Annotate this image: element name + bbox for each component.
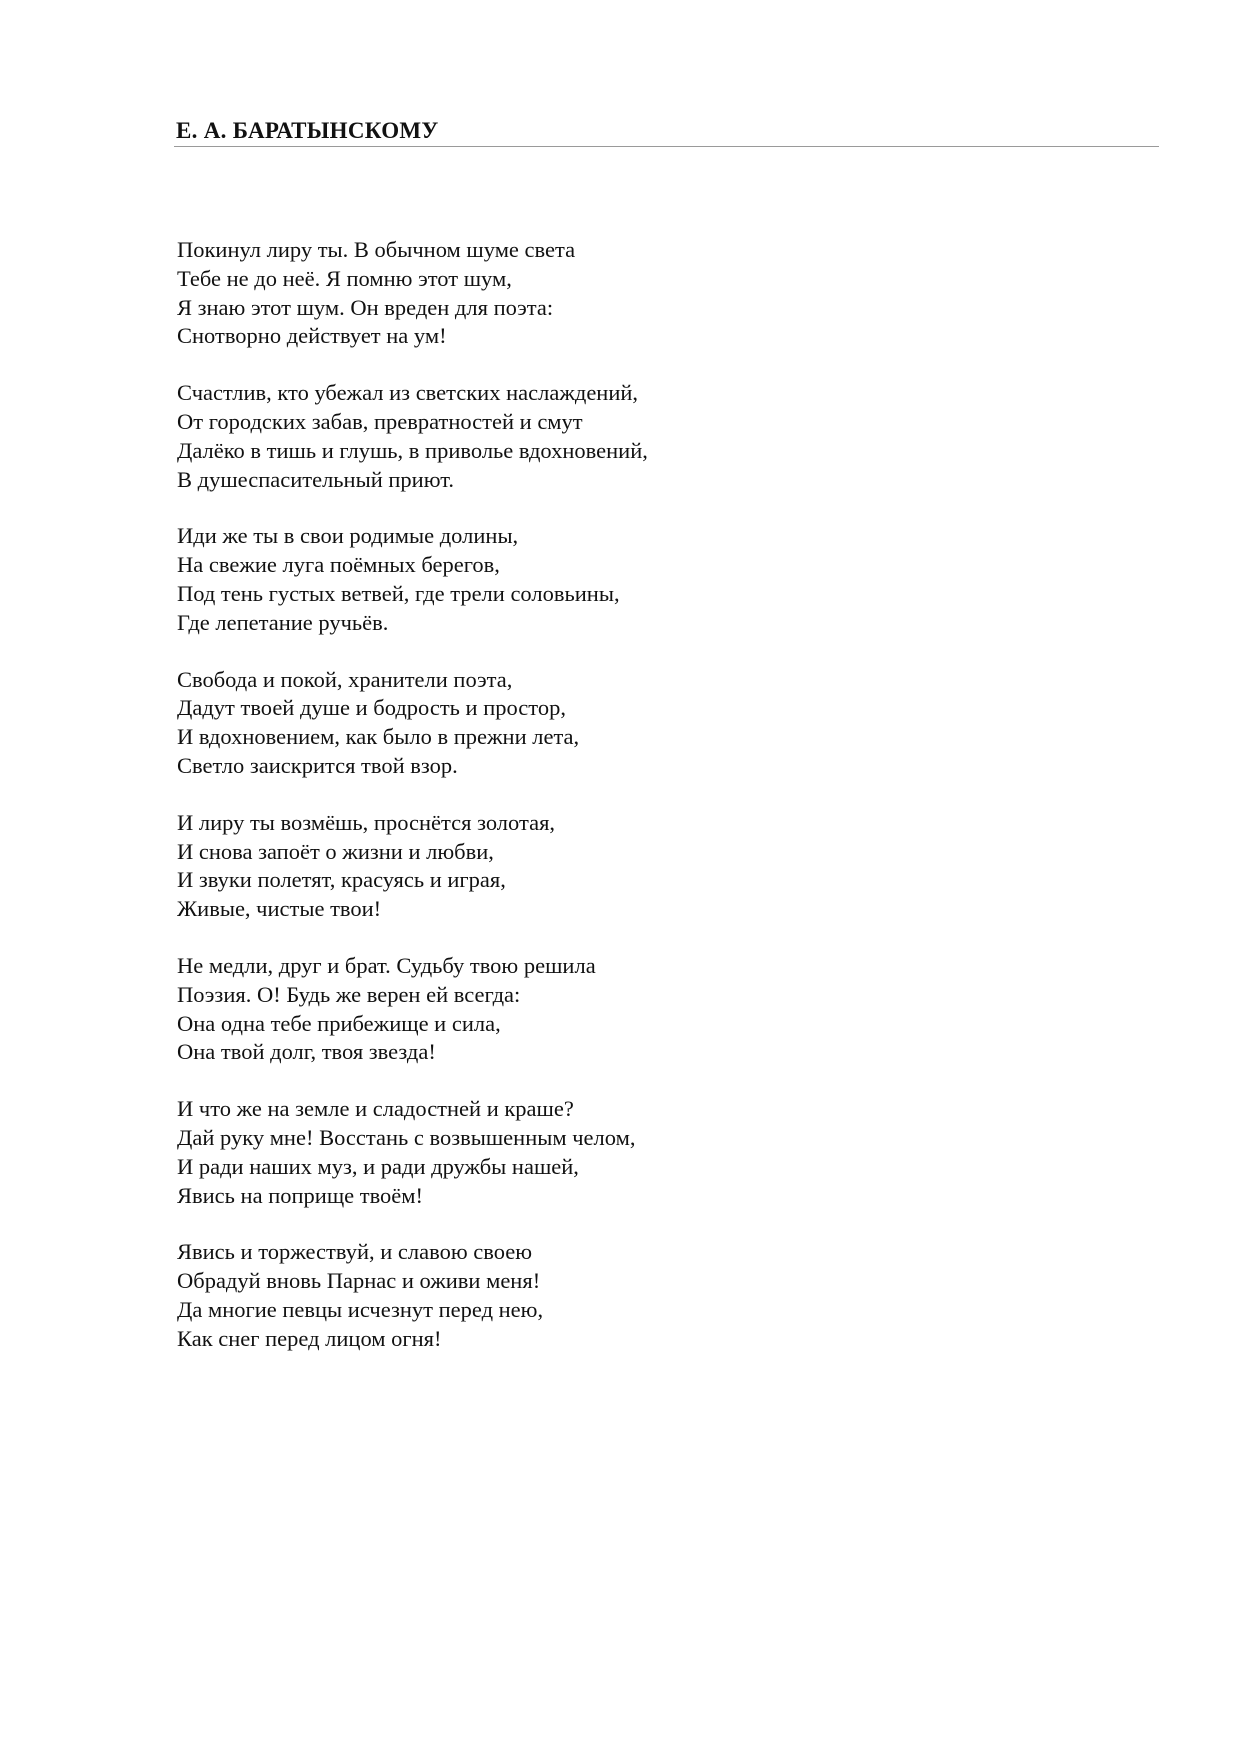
poem-line: Как снег перед лицом огня!	[177, 1325, 442, 1351]
poem-line: Явись и торжествуй, и славою своею	[177, 1239, 533, 1265]
stanza	[177, 522, 1137, 637]
poem-line: И вдохновением, как было в прежни лета,	[177, 724, 580, 750]
poem-line: И ради наших муз, и ради дружбы нашей,	[177, 1153, 579, 1179]
poem-line: И звуки полетят, красуясь и играя,	[177, 867, 506, 893]
stanza	[177, 952, 1137, 1067]
stanza	[177, 1238, 1137, 1353]
title-underline-divider	[174, 146, 1159, 147]
poem-line: Она твой долг, твоя звезда!	[177, 1039, 436, 1065]
poem-line: Я знаю этот шум. Он вреден для поэта:	[177, 294, 554, 320]
stanza	[177, 666, 1137, 781]
poem-line: И лиру ты возмёшь, проснётся золотая,	[177, 809, 556, 835]
stanza	[177, 236, 1137, 351]
poem-line: Покинул лиру ты. В обычном шуме света	[177, 237, 576, 262]
poem-line: Да многие певцы исчезнут перед нею,	[177, 1296, 544, 1322]
poem-title: Е. А. БАРАТЫНСКОМУ	[176, 118, 439, 143]
stanza	[177, 809, 1137, 924]
poem-line: На свежие луга поёмных берегов,	[177, 552, 500, 578]
poem-line: Дадут твоей душе и бодрость и простор,	[177, 695, 566, 721]
poem-body	[177, 236, 1137, 1382]
poem-line: Счастлив, кто убежал из светских наслаждений,	[177, 380, 639, 406]
poem-line: Где лепетание ручьёв.	[177, 609, 389, 635]
stanza	[177, 1095, 1137, 1210]
poem-line: Дай руку мне! Восстань с возвышенным челом,	[177, 1124, 636, 1150]
poem-line: От городских забав, превратностей и смут	[177, 408, 583, 434]
poem-line: Снотворно действует на ум!	[177, 323, 447, 349]
poem-line: Свобода и покой, хранители поэта,	[177, 666, 513, 692]
poem-line: Светло заискрится твой взор.	[177, 752, 458, 778]
poem-line: Она одна тебе прибежище и сила,	[177, 1010, 501, 1036]
poem-line: Явись на поприще твоём!	[177, 1182, 424, 1208]
poem-line: Иди же ты в свои родимые долины,	[177, 523, 519, 549]
poem-line: Не медли, друг и брат. Судьбу твою решила	[177, 952, 596, 978]
poem-line: Живые, чистые твои!	[177, 896, 382, 922]
stanza	[177, 379, 1137, 494]
poem-line: И снова запоёт о жизни и любви,	[177, 838, 494, 864]
poem-line: Далёко в тишь и глушь, в приволье вдохновений,	[177, 437, 648, 463]
poem-line: Под тень густых ветвей, где трели соловьины,	[177, 580, 620, 606]
poem-line: И что же на земле и сладостней и краше?	[177, 1096, 574, 1122]
poem-line: Обрадуй вновь Парнас и оживи меня!	[177, 1268, 541, 1294]
poem-line: Тебе не до неё. Я помню этот шум,	[177, 265, 512, 291]
poem-line: Поэзия. О! Будь же верен ей всегда:	[177, 981, 521, 1007]
poem-line: В душеспасительный приют.	[177, 466, 454, 492]
